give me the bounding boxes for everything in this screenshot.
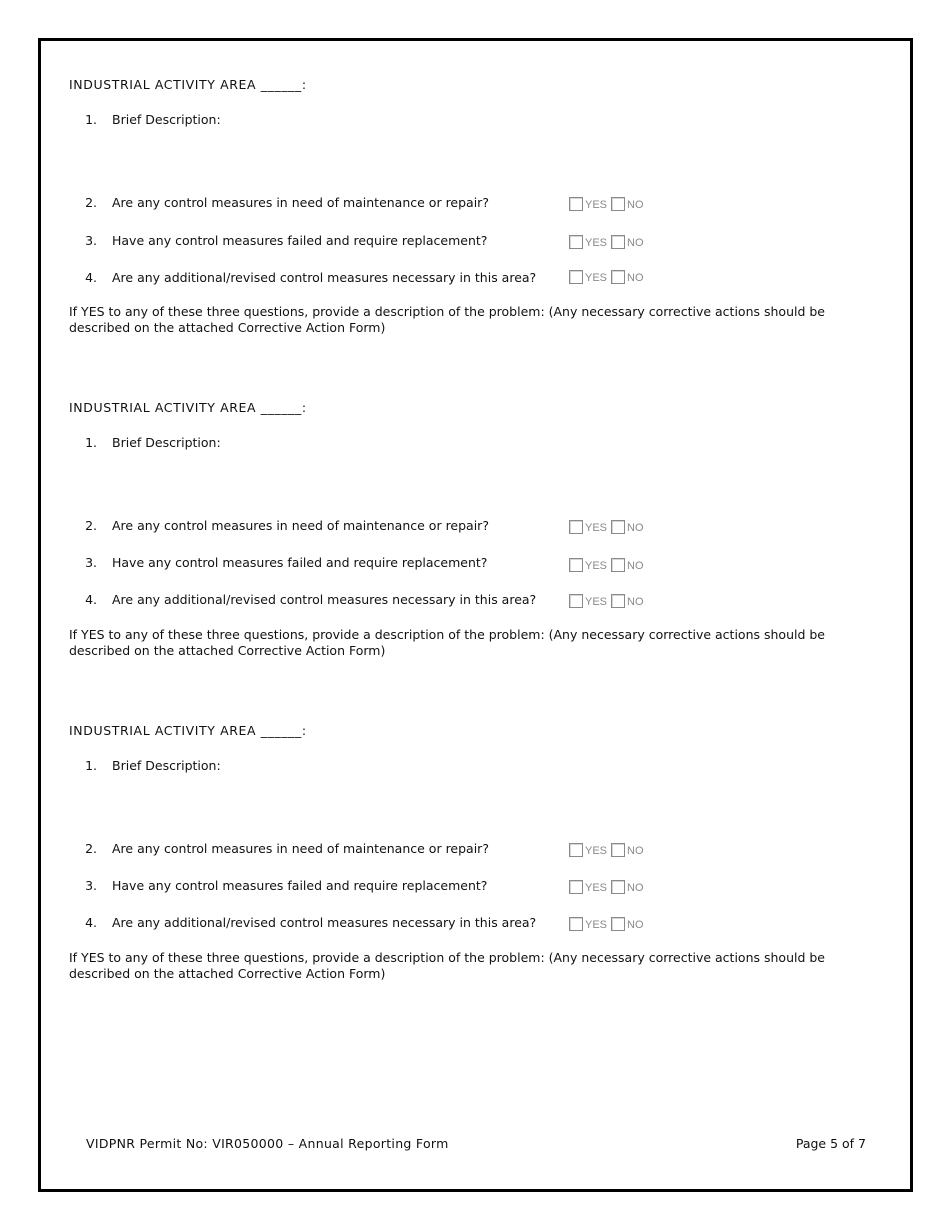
yes-checkbox[interactable] — [569, 917, 583, 931]
question-number: 3. — [85, 878, 97, 893]
question-number: 1. — [85, 758, 97, 773]
question-text: Have any control measures failed and require replacement? — [112, 233, 488, 248]
no-checkbox[interactable] — [611, 235, 625, 249]
yes-no-group — [569, 841, 648, 857]
yes-label: YES — [585, 560, 608, 572]
question-number: 2. — [85, 518, 97, 533]
problem-description-note: If YES to any of these three questions, provide a description of the problem: (Any necessary corrective actions should be described on the attached Corrective Action Form) — [69, 950, 825, 981]
no-checkbox[interactable] — [611, 520, 625, 534]
section-heading: INDUSTRIAL ACTIVITY AREA ______: — [69, 723, 307, 738]
question-number: 4. — [85, 270, 97, 285]
question-text: Are any additional/revised control measures necessary in this area? — [112, 270, 537, 285]
yes-no-group — [569, 268, 648, 284]
no-label: NO — [627, 560, 644, 572]
footer-permit-info: VIDPNR Permit No: VIR050000 – Annual Reporting Form — [86, 1136, 449, 1151]
question-number: 2. — [85, 195, 97, 210]
yes-no-group — [569, 195, 648, 211]
yes-checkbox[interactable] — [569, 880, 583, 894]
yes-checkbox[interactable] — [569, 843, 583, 857]
yes-label: YES — [585, 919, 608, 931]
yes-label: YES — [585, 522, 608, 534]
question-number: 1. — [85, 112, 97, 127]
yes-checkbox[interactable] — [569, 520, 583, 534]
no-checkbox[interactable] — [611, 843, 625, 857]
yes-label: YES — [585, 596, 608, 608]
question-text: Have any control measures failed and require replacement? — [112, 555, 488, 570]
question-number: 1. — [85, 435, 97, 450]
yes-no-group — [569, 915, 648, 931]
yes-no-group — [569, 556, 648, 572]
question-number: 4. — [85, 915, 97, 930]
question-text: Are any control measures in need of maintenance or repair? — [112, 195, 489, 210]
no-label: NO — [627, 199, 644, 211]
yes-checkbox[interactable] — [569, 558, 583, 572]
no-checkbox[interactable] — [611, 917, 625, 931]
question-text: Are any control measures in need of maintenance or repair? — [112, 841, 489, 856]
yes-no-group — [569, 518, 648, 534]
no-label: NO — [627, 522, 644, 534]
question-text: Brief Description: — [112, 112, 221, 127]
question-number: 3. — [85, 555, 97, 570]
no-label: NO — [627, 596, 644, 608]
question-text: Brief Description: — [112, 758, 221, 773]
no-label: NO — [627, 272, 644, 284]
footer-page-number: Page 5 of 7 — [795, 1136, 866, 1151]
no-label: NO — [627, 845, 644, 857]
question-text: Are any additional/revised control measures necessary in this area? — [112, 592, 537, 607]
yes-checkbox[interactable] — [569, 235, 583, 249]
yes-label: YES — [585, 882, 608, 894]
yes-no-group — [569, 878, 648, 894]
yes-no-group — [569, 592, 648, 608]
problem-description-note: If YES to any of these three questions, provide a description of the problem: (Any necessary corrective actions should be described on the attached Corrective Action Form) — [69, 304, 825, 335]
question-text: Are any additional/revised control measures necessary in this area? — [112, 915, 537, 930]
no-label: NO — [627, 882, 644, 894]
yes-checkbox[interactable] — [569, 594, 583, 608]
yes-label: YES — [585, 237, 608, 249]
no-label: NO — [627, 919, 644, 931]
no-checkbox[interactable] — [611, 270, 625, 284]
yes-label: YES — [585, 199, 608, 211]
question-text: Brief Description: — [112, 435, 221, 450]
yes-no-group — [569, 233, 648, 249]
question-number: 4. — [85, 592, 97, 607]
yes-label: YES — [585, 845, 608, 857]
no-checkbox[interactable] — [611, 880, 625, 894]
section-heading: INDUSTRIAL ACTIVITY AREA ______: — [69, 77, 307, 92]
question-number: 2. — [85, 841, 97, 856]
yes-label: YES — [585, 272, 608, 284]
no-label: NO — [627, 237, 644, 249]
question-text: Are any control measures in need of maintenance or repair? — [112, 518, 489, 533]
yes-checkbox[interactable] — [569, 270, 583, 284]
yes-checkbox[interactable] — [569, 197, 583, 211]
problem-description-note: If YES to any of these three questions, provide a description of the problem: (Any necessary corrective actions should be described on the attached Corrective Action Form) — [69, 627, 825, 658]
section-heading: INDUSTRIAL ACTIVITY AREA ______: — [69, 400, 307, 415]
no-checkbox[interactable] — [611, 558, 625, 572]
page-border — [38, 38, 913, 1192]
question-number: 3. — [85, 233, 97, 248]
no-checkbox[interactable] — [611, 594, 625, 608]
no-checkbox[interactable] — [611, 197, 625, 211]
question-text: Have any control measures failed and require replacement? — [112, 878, 488, 893]
